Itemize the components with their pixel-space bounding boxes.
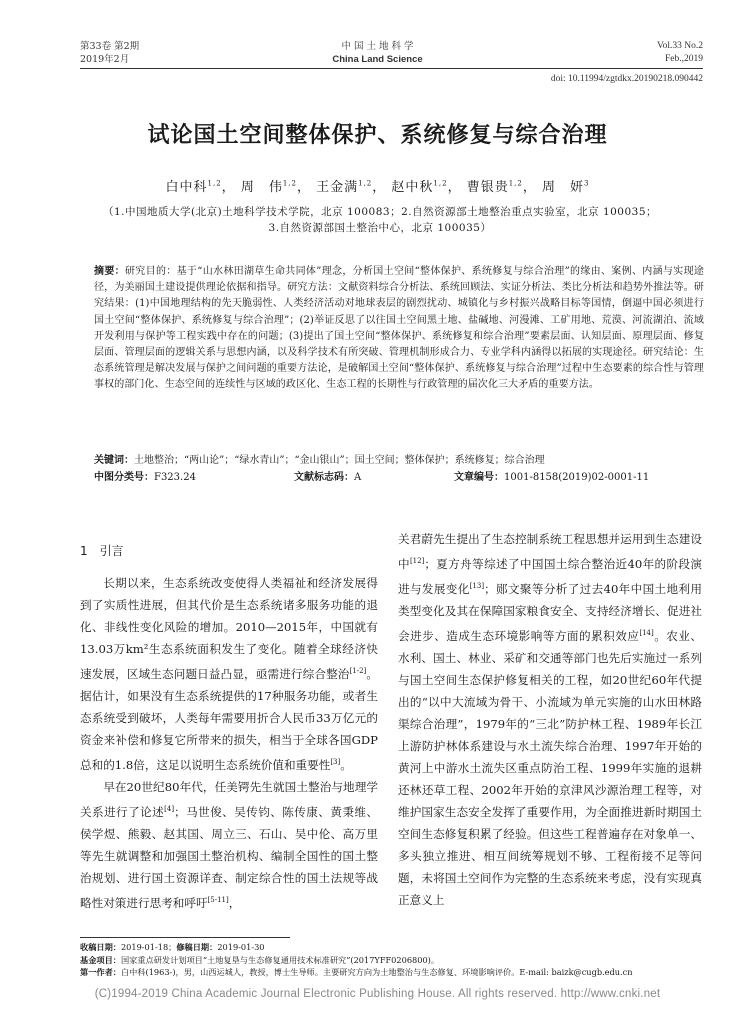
body-column-left bbox=[80, 528, 378, 913]
article-number-value: 1001-8158(2019)02-0001-11 bbox=[504, 472, 650, 483]
keywords-text: 土地整治；“两山论”；“绿水青山”；“金山银山”；国土空间；整体保护；系统修复；综合治理 bbox=[134, 455, 545, 466]
header-divider bbox=[80, 68, 703, 69]
header-journal bbox=[0, 40, 755, 66]
footnote-divider bbox=[80, 937, 290, 938]
header-volume-en bbox=[657, 40, 703, 66]
doc-code-label: 文献标志码： bbox=[294, 472, 354, 483]
header-volume-en-text: Vol.33 No.2 bbox=[656, 41, 703, 51]
paragraph: 关君蔚先生提出了生态控制系统工程思想并运用到生态建设中[12]；夏方舟等综述了中国国土综合整治近40年的阶段演进与发展变化[13]；郧文聚等分析了过去40年中国土地利用类型变化及其在保障国家粮食安全、支持经济增长、促进社会进步、造成生态环境影响等方面的累积效应[14]。农业、水利、国土、林业、采矿和交通等部门也先后实施过一系列与国土空间生态保护修复相关的工程，如20世纪60年代提出的“以中大流域为骨干、小流域为单元实施的山水田林路渠综合治理”，1979年的“三北”防护林工程、1989年长江上游防护林体系建设与水土流失综合治理、1997年开始的黄河上中游水土流失区重点防治工程、1999年实施的退耕还林还草工程、2002年开始的京津风沙源治理工程等，对维护国家生态安全发挥了重要作用，为全面推进新时期国土空间生态修复积累了经验。但这些工程普遍存在对象单一、多头独立推进、相互间统筹规划不够、工程衔接不足等问题，未将国土空间作为完整的生态系统来考虑，没有实现真正意义上 bbox=[398, 532, 702, 907]
header-journal-cn: 中 国 土 地 科 学 bbox=[341, 41, 414, 52]
author: 王金满 bbox=[316, 180, 359, 195]
abstract-label: 摘要： bbox=[94, 266, 125, 277]
author-list: 白中科$^{1,2}$， 周 伟$^{1,2}$， 王金满$^{1,2}$， 赵中秋$^{1,2}$， 曹银贵$^{1,2}$， 周 妍$^3$ bbox=[165, 179, 590, 195]
paragraph: 早在20世纪80年代，任美锷先生就国土整治与地理学关系进行了论述[4]；马世俊、吴传钧、陈传康、黄秉维、侯学煜、熊毅、赵其国、周立三、石山、吴中伦、高万里等先生就调整和加强国土整治机构、编制全国性的国土整治规划、进行国土资源详查、制定综合性的国土法规等战略性对策进行思考和呼吁[5-11]， bbox=[80, 779, 378, 910]
header-date-cn: 2019年2月 bbox=[80, 54, 130, 65]
header-date-en: Feb.,2019 bbox=[665, 54, 703, 64]
section-heading: 1 引言 bbox=[80, 544, 124, 558]
paragraph: 长期以来，生态系统改变使得人类福祉和经济发展得到了实质性进展，但其代价是生态系统诸多服务功能的退化、非线性变化风险的增加。2010—2015年，中国就有13.03万km²生态系统面积发生了变化。随着全球经济快速发展，区域生态问题日益凸显，亟需进行综合整治[1-2]。据估计，如果没有生态系统提供的17种服务功能，或者生态系统受到破坏，人类每年需要用折合人民币33万亿元的资金来补偿和修复它所带来的损失，相当于全球各国GDP总和的1.8倍，这足以说明生态系统价值和重要性[3]。 bbox=[80, 576, 378, 772]
footnote bbox=[80, 941, 705, 979]
copyright-watermark: (C)1994-2019 China Academic Journal Electronic Publishing House. All rights reserved. http://www.cnki.net bbox=[94, 988, 661, 1000]
body-column-right bbox=[398, 528, 702, 911]
author: 曹银贵 bbox=[466, 180, 509, 195]
footnote-fund: 基金项目：国家重点研发计划项目“土地复垦与生态修复通用技术标准研究”(2017YFF0206800)。 bbox=[80, 954, 440, 965]
header-volume-cn: 第33卷 第2期 bbox=[80, 41, 140, 52]
author: 白中科 bbox=[165, 180, 208, 195]
keywords bbox=[94, 453, 704, 469]
citation: [13] bbox=[469, 581, 485, 590]
citation: [3] bbox=[330, 757, 341, 766]
author: 周 伟 bbox=[240, 180, 283, 195]
citation: [5-11] bbox=[207, 895, 229, 904]
citation: [14] bbox=[639, 628, 654, 637]
doc-code-value: A bbox=[354, 472, 362, 483]
citation: [12] bbox=[409, 557, 425, 565]
clc-value: F323.24 bbox=[154, 472, 196, 483]
affiliations: （1.中国地质大学(北京)土地科学技术学院，北京 100083；2.自然资源部土地整治重点实验室，北京 100035；3.自然资源部国土整治中心，北京 100035） bbox=[102, 206, 658, 234]
abstract-text: 研究目的：基于“山水林田湖草生命共同体”理念，分析国土空间“整体保护、系统修复与综合治理”的缘由、案例、内涵与实现途径，为美丽国土建设提供理论依据和指导。研究方法：文献资料综合分析法、系统回顾法、实证分析法、类比分析法和趋势外推法等。研究结果：(1)中国地理结构的先天脆弱性、人类经济活动对地球表层的剧烈扰动、城镇化与乡村振兴战略目标等国情，倒逼中国必须进行国土空间“整体保护、系统修复与综合治理”；(2)举证反思了以往国土空间黑土地、盐碱地、河漫滩、工矿用地、荒漠、河流湖泊、流域开发利用与保护等工程实践中存在的问题；(3)提出了国土空间“整体保护、系统修复和综合治理”要素层面、认知层面、原理层面、修复层面、管理层面的逻辑关系与思想内涵，以及科学技术有所突破、管理机制形成合力、专业学科内涵得以拓展的实现途径。研究结论：生态系统管理是解决发展与保护之间问题的重要方法论，是破解国土空间“整体保护、系统修复与综合治理”过程中生态要素的综合性与管理事权的部门化、生态空间的连续性与区域的政区化、生态工程的长期性与行政管理的届次化三大矛盾的重要方法。 bbox=[94, 266, 704, 391]
citation: [4] bbox=[164, 804, 175, 813]
paper-title: 试论国土空间整体保护、系统修复与综合治理 bbox=[147, 123, 608, 148]
article-number-label: 文章编号： bbox=[454, 472, 504, 483]
doi: doi: 10.11994/zgtdkx.20190218.090442 bbox=[550, 74, 703, 84]
clc-label: 中图分类号： bbox=[94, 472, 154, 483]
author: 周 妍 bbox=[542, 180, 585, 195]
abstract bbox=[94, 264, 704, 394]
keywords-label: 关键词： bbox=[94, 455, 134, 466]
header-journal-en: China Land Science bbox=[332, 54, 423, 65]
citation: [1-2] bbox=[349, 667, 367, 675]
footnote-author: 第一作者：白中科(1963-)，男，山西运城人，教授，博士生导师。主要研究方向为土地整治与生态修复、环境影响评价。E-mail: baizk@cugb.edu.cn bbox=[80, 967, 633, 977]
footnote-dates: 收稿日期：2019-01-18；修稿日期：2019-01-30 bbox=[80, 942, 265, 952]
author: 赵中秋 bbox=[391, 180, 434, 195]
